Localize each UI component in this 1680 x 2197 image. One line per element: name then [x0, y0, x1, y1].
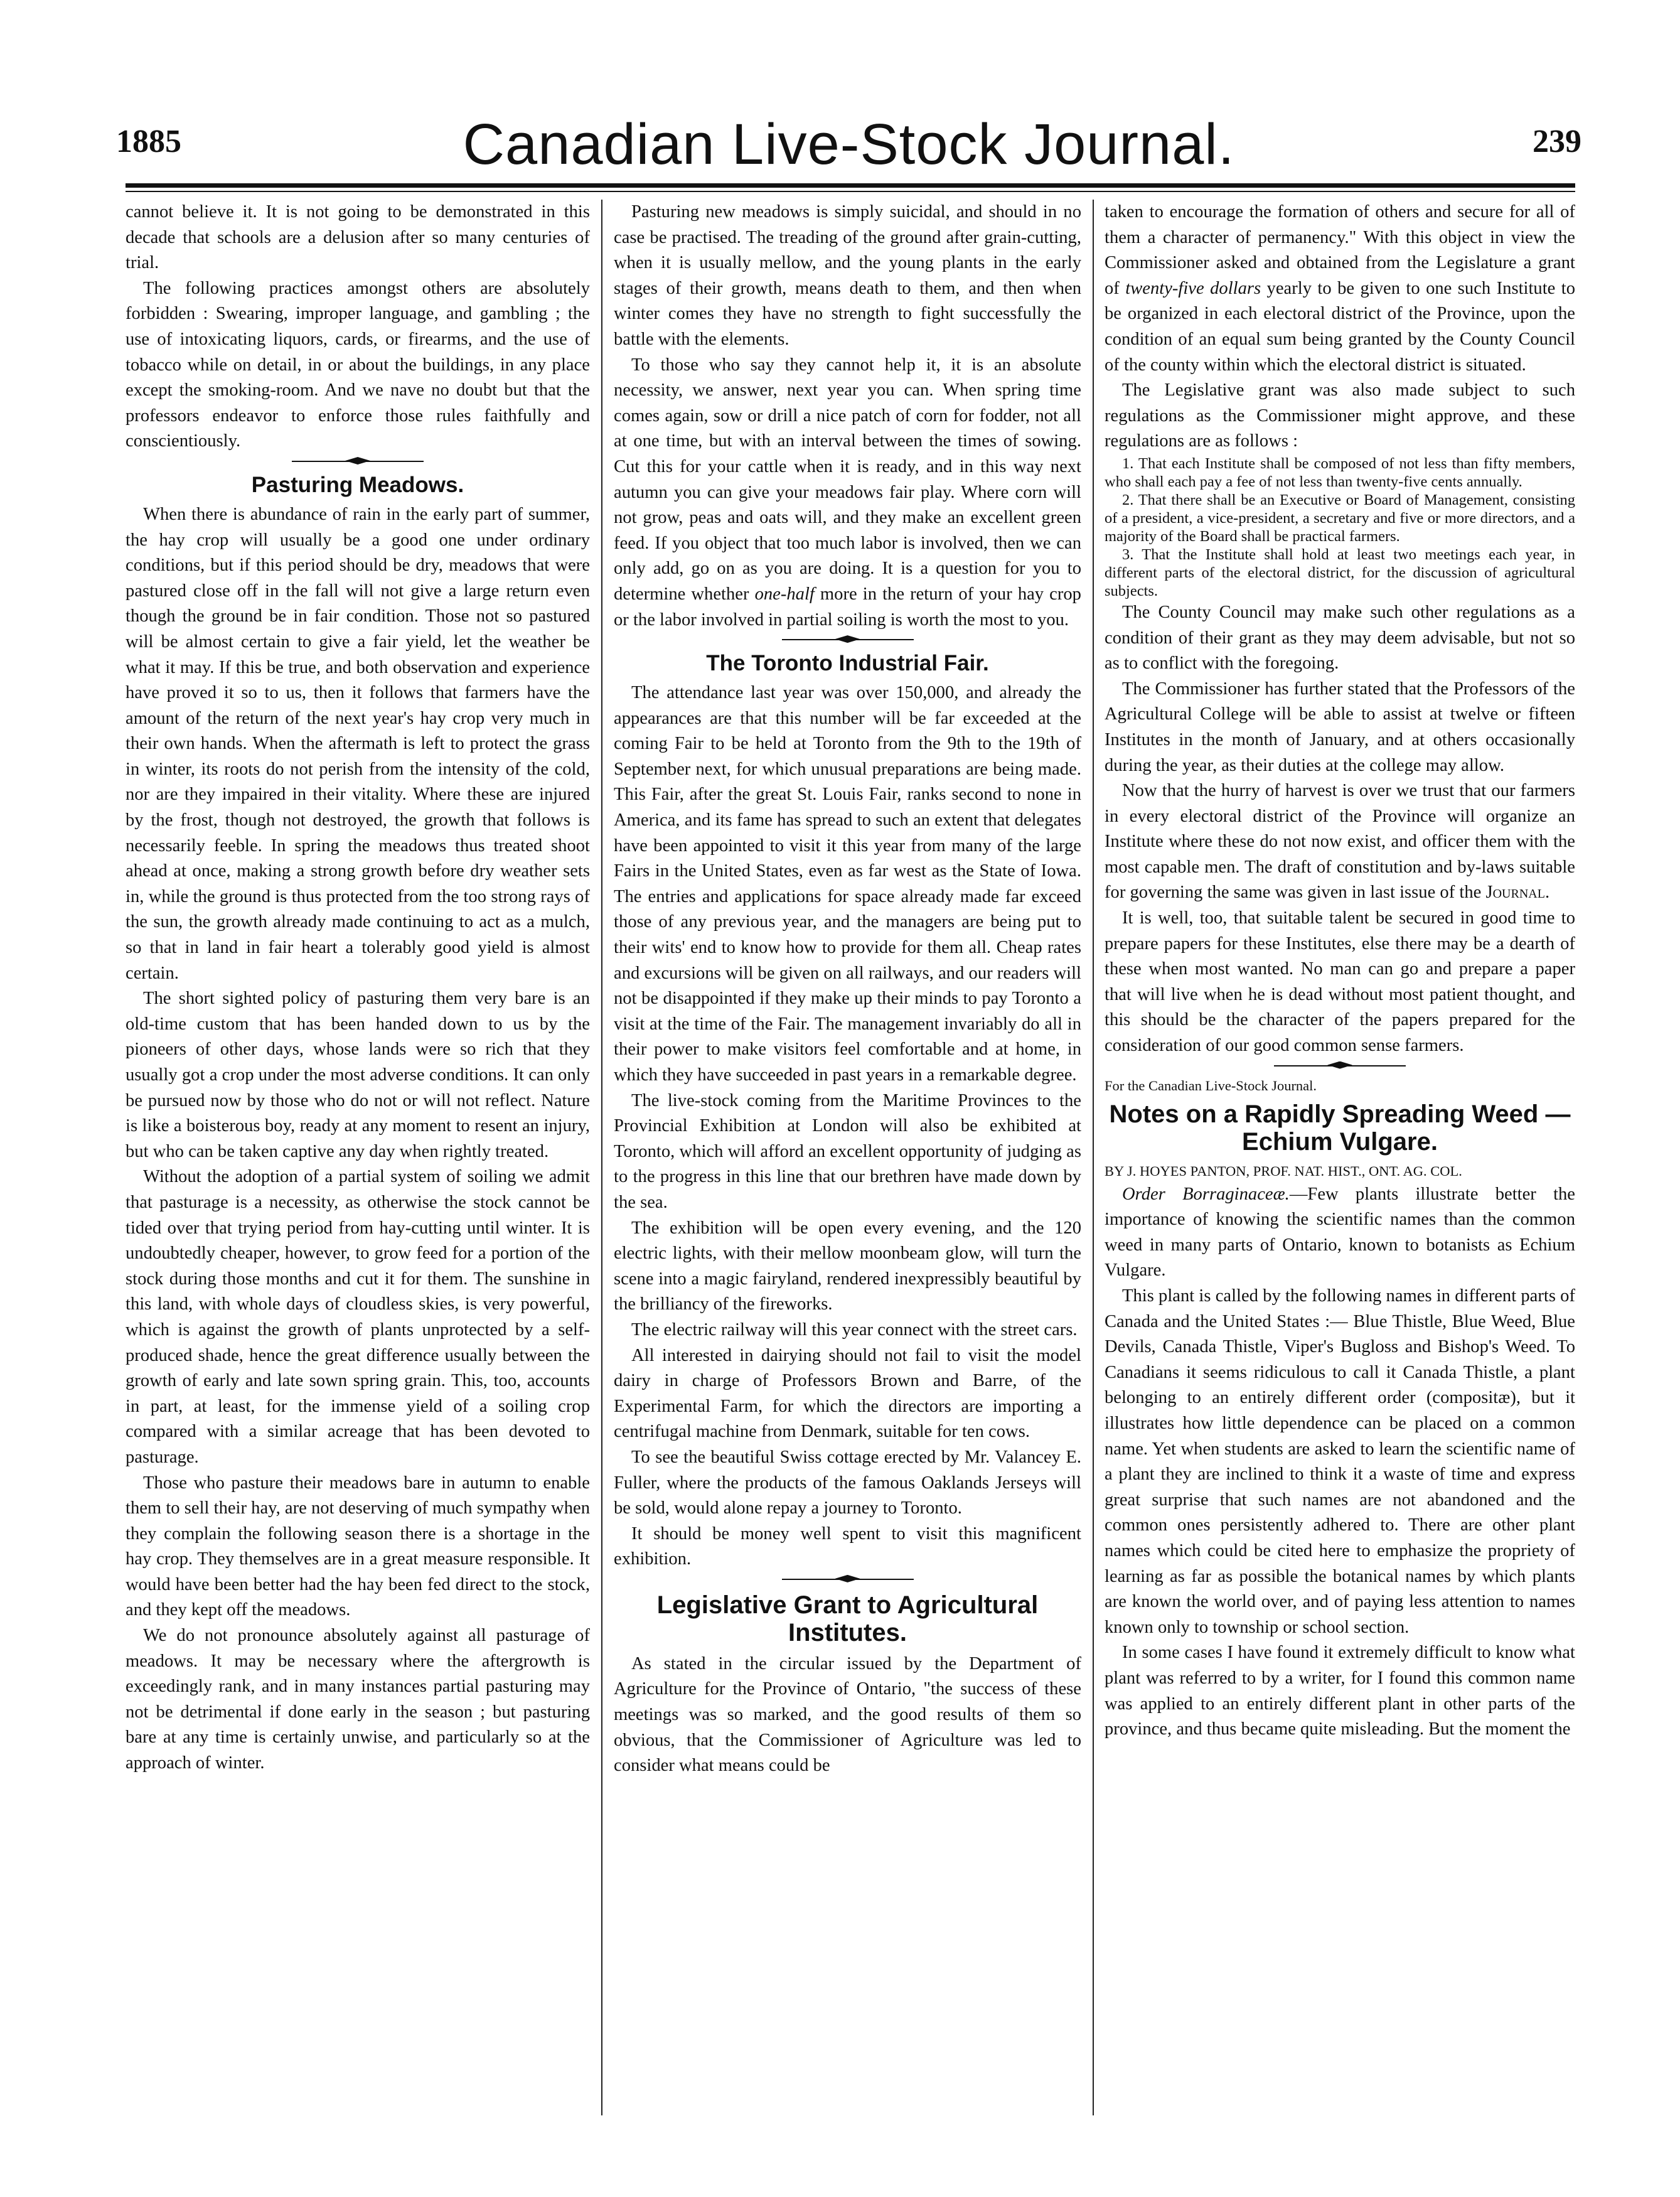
ornament-separator [1105, 1059, 1575, 1073]
page-number: 239 [1533, 124, 1581, 159]
regulation-item: 3. That the Institute shall hold at least two meetings each year, in different parts of the electoral district, for the discussion of agricultural subjects. [1105, 545, 1575, 599]
column-divider-2 [1093, 200, 1094, 2115]
column-divider-1 [601, 200, 602, 2115]
paragraph: The live-stock coming from the Maritime Provinces to the Provincial Exhibition at London will also be exhibited at Toronto, which will afford an excellent opportunity of judging as to the progress in this line that our brethren have made down by the sea. [614, 1090, 1081, 1212]
journal-title: Canadian Live-Stock Journal. [463, 112, 1235, 176]
paragraph: The electric railway will this year connect with the street cars. [631, 1319, 1078, 1340]
paragraph: To those who say they cannot help it, it is an absolute necessity, we answer, next year you can. When spring time comes again, sow or drill a nice patch of corn for fodder, not all at one time, but with an interval between the times of sowing. Cut this for your cattle when it is ready, and in this way next autumn you can give your meadows fair play. Where corn will not grow, peas and oats will, and they make an excellent green feed. If you object that too much labor is involved, then we can only add, go on as you are doing. It is a question for you to determine whether one-half more in the return of your hay crop or the labor involved in partial soiling is worth the most to you. [614, 355, 1081, 630]
paragraph: Now that the hurry of harvest is over we trust that our farmers in every electoral district of the Province will organize an Institute where these do not now exist, and officer them with the most capable men. The draft of constitution and by-laws suitable for governing the same was given in last issue of the Journal. [1105, 781, 1575, 903]
paragraph: It is well, too, that suitable talent be secured in good time to prepare papers for these Institutes, else there may be a dearth of these when most wanted. No man can go and prepare a paper that will live when he is dead without most patient thought, and this should be the character of the papers prepared for the consideration of our good common sense farmers. [1105, 908, 1575, 1056]
paragraph: taken to encourage the formation of others and secure for all of them a character of permanency." With this object in view the Commissioner asked and obtained from the Legislature a grant of twenty-five dollars yearly to be given to one such Institute to be organized in each electoral district of the Province, upon the condition of an equal sum being granted by the County Council of the county within which the electoral district is situated. [1105, 202, 1575, 375]
paragraph: All interested in dairying should not fail to visit the model dairy in charge of Professors Brown and Barre, of the Experimental Farm, for which the directors are importing a centrifugal machine from Denmark, suitable for ten cows. [614, 1345, 1081, 1442]
paragraph: To see the beautiful Swiss cottage erected by Mr. Valancey E. Fuller, where the products of the famous Oaklands Jerseys will be sold, would alone repay a journey to Toronto. [614, 1447, 1081, 1518]
header-rule-thick [126, 183, 1575, 188]
paragraph: Pasturing new meadows is simply suicidal, and should in no case be practised. The treading of the ground after grain-cutting, when it is usually mellow, and the young plants in the early stages of their growth, means death to them, and then when winter comes they have no strength to fight successfully the battle with the elements. [614, 202, 1081, 349]
ornament-separator [614, 1572, 1081, 1586]
article-heading: Notes on a Rapidly Spreading Weed —Echium Vulgare. [1109, 1100, 1571, 1156]
paragraph: The Legislative grant was also made subject to such regulations as the Commissioner might approve, and these regulations are as follows : [1105, 380, 1575, 451]
article-heading: Legislative Grant to Agricultural Institutes. [656, 1591, 1039, 1646]
paragraph: As stated in the circular issued by the Department of Agriculture for the Province of Ontario, "the success of these meetings was so marked, and the good results of them so obvious, that the Commissioner of Agriculture was led to consider what means could be [614, 1653, 1081, 1776]
header-rule-thin [126, 191, 1575, 192]
paragraph: Those who pasture their meadows bare in autumn to enable them to sell their hay, are not deserving of much sympathy when they complain the following season there is a shortage in the hay crop. They themselves are in a great measure responsible. It would have been better had the hay been fed direct to the stock, and they kept off the meadows. [126, 1473, 590, 1620]
paragraph: The following practices amongst others are absolutely forbidden : Swearing, improper language, and gambling ; the use of intoxicating liquors, cards, or firearms, and the use of tobacco while on detail, in or about the buildings, in any place except the smoking-room. And we nave no doubt but that the professors endeavor to enforce those rules faithfully and conscientiously. [126, 278, 590, 451]
column-3 [1105, 200, 1575, 2115]
ornament-separator [614, 633, 1081, 647]
paragraph: When there is abundance of rain in the early part of summer, the hay crop will usually be a good one under ordinary conditions, but if this period should be dry, meadows that were pastured close off in the fall will not give a large return even though the ground be in fair condition. Those not so pastured will be almost certain to give a fair yield, let the weather be what it may. If this be true, and both observation and experience have proved it so to us, then it follows that farmers have the amount of the return of the next year's hay crop very much in their own hands. When the aftermath is left to protect the grass in winter, its roots do not perish from the intensity of the cold, nor are they impaired in their vitality. Where these are injured by the frost, though not destroyed, the growth that follows is necessarily feeble. In spring the meadows thus treated shoot ahead at once, making a strong growth before dry weather sets in, while the ground is thus protected from the too strong rays of the sun, the growth already made continuing to act as a mulch, so that in land in fair heart a tolerably good yield is almost certain. [126, 504, 590, 983]
paragraph: This plant is called by the following names in different parts of Canada and the United States :— Blue Thistle, Blue Weed, Blue Devils, Canada Thistle, Viper's Bugloss and Bishop's Weed. To Canadians it seems ridiculous to call it Canada Thistle, a plant belonging to an entirely different order (compositæ), but it illustrates how little dependence can be placed on a common name. Yet when students are asked to learn the scientific name of a plant they are inclined to think it a waste of time and express great surprise that such names are not abandoned and the common ones persistently adhered to. There are other plant names which could be cited here to emphasize the propriety of learning as far as possible the botanical names by which plants are known the world over, and of paying less attention to names known only to township or school section. [1105, 1286, 1575, 1637]
paragraph: The exhibition will be open every evening, and the 120 electric lights, with their mellow moonbeam glow, will turn the scene into a magic fairyland, rendered inexpressibly beautiful by the brilliancy of the fireworks. [614, 1218, 1081, 1314]
year: 1885 [116, 124, 181, 159]
article-heading: Pasturing Meadows. [251, 472, 464, 497]
author-byline: BY J. HOYES PANTON, PROF. NAT. HIST., ONT. AG. COL. [1105, 1163, 1462, 1179]
paragraph: We do not pronounce absolutely against all pasturage of meadows. It may be necessary where the aftergrowth is exceedingly rank, and in many instances partial pasturing may not be detrimental if done early in the season ; but pasturing bare at any time is certainly unwise, and particularly so at the approach of winter. [126, 1626, 590, 1773]
paragraph: In some cases I have found it extremely difficult to know what plant was referred to by a writer, for I found this common name was applied to an entirely different plant in other parts of the province, and thus became quite misleading. But the moment the [1105, 1643, 1575, 1739]
article-heading: The Toronto Industrial Fair. [706, 651, 989, 676]
ornament-separator [126, 454, 590, 468]
page-header [116, 112, 1581, 181]
paragraph: Order Borraginaceæ.—Few plants illustrate better the importance of knowing the scientific names than the common weed in many parts of Ontario, known to botanists as Echium Vulgare. [1105, 1184, 1575, 1281]
regulation-item: 1. That each Institute shall be composed of not less than fifty members, who shall each pay a fee of not less than twenty-five cents annually. [1105, 454, 1575, 490]
paragraph: cannot believe it. It is not going to be demonstrated in this decade that schools are a delusion after so many centuries of trial. [126, 202, 590, 273]
paragraph: It should be money well spent to visit this magnificent exhibition. [614, 1523, 1081, 1569]
column-2 [614, 200, 1081, 2115]
paragraph: The County Council may make such other regulations as a condition of their grant as they may deem advisable, but not so as to conflict with the foregoing. [1105, 602, 1575, 674]
source-line: For the Canadian Live-Stock Journal. [1105, 1077, 1317, 1093]
paragraph: The Commissioner has further stated that the Professors of the Agricultural College will be able to assist at twelve or fifteen Institutes in the month of January, and at others occasionally during the year, as their duties at the college may allow. [1105, 679, 1575, 775]
paragraph: Without the adoption of a partial system of soiling we admit that pasturage is a necessity, as otherwise the stock cannot be tided over that trying period from hay-cutting until winter. It is undoubtedly cheaper, however, to grow feed for a portion of the stock during those months and cut it for them. The sunshine in this land, with whole days of cloudless skies, is very powerful, which is against the growth of plants unprotected by a self-produced shade, hence the great difference usually between the growth of early and late sown spring grain. This, too, accounts in part, at least, for the immense yield of a soiling crop compared with a similar acreage that has been devoted to pasturage. [126, 1167, 590, 1467]
regulation-item: 2. That there shall be an Executive or Board of Management, consisting of a president, a vice-president, a secretary and five or more directors, and a majority of the Board shall be practical farmers. [1105, 491, 1575, 545]
paragraph: The attendance last year was over 150,000, and already the appearances are that this number will be far exceeded at the coming Fair to be held at Toronto from the 9th to the 19th of September next, for which unusual preparations are being made. This Fair, after the great St. Louis Fair, ranks second to none in America, and its fame has spread to such an extent that delegates have been appointed to visit it this year from many of the large Fairs in the United States, even as far west as the State of Iowa. The entries and applications for space already made far exceed those of any previous year, and the managers are being put to their wits' end to know how to provide for them all. Cheap rates and excursions will be given on all railways, and our readers will not be disappointed if they make up their minds to pay Toronto a visit at the time of the Fair. The management invariably do all in their power to make visitors feel comfortable and at home, in which they have succeeded in past years in a remarkable degree. [614, 683, 1081, 1085]
paragraph: The short sighted policy of pasturing them very bare is an old-time custom that has been handed down to us by the pioneers of other days, whose lands were so rich that they usually got a crop under the most adverse conditions. It can only be pursued now by those who do not or will not reflect. Nature is like a boisterous boy, ready at any moment to resent an injury, but who can be taken captive any day when rightly treated. [126, 989, 590, 1161]
column-1 [126, 200, 590, 2115]
